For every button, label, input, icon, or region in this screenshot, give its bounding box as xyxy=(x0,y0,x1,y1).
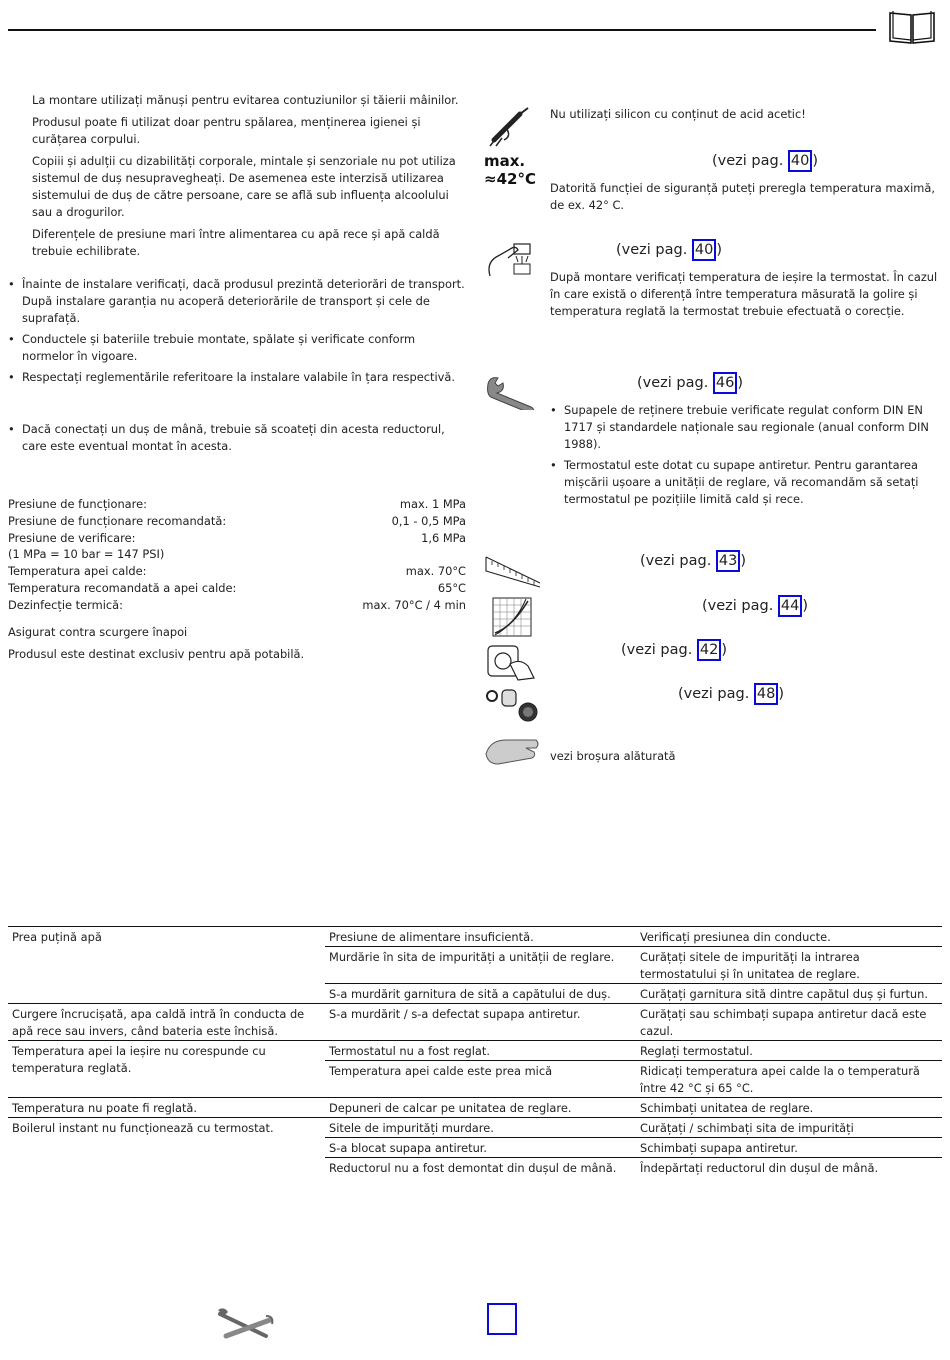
remedy-cell: Reglați termostatul. xyxy=(636,1041,942,1061)
table-row xyxy=(8,1098,942,1118)
spec-value: 65°C xyxy=(437,581,466,595)
remedy-cell: Curățați garnitura sită dintre capătul duș și furtun. xyxy=(636,984,942,1004)
cause-cell: S-a blocat supapa antiretur. xyxy=(325,1138,636,1158)
dimensions-ruler-icon xyxy=(484,553,542,589)
remedy-cell: Îndepărtați reductorul din dușul de mână. xyxy=(636,1158,942,1178)
cause-cell: Murdărie în sita de impurități a unității de reglare. xyxy=(325,947,636,984)
remedy-cell: Curățați sau schimbați supapa antiretur dacă este cazul. xyxy=(636,1004,942,1041)
header-rule xyxy=(8,29,876,31)
spec-value: max. 1 MPa xyxy=(399,497,466,511)
install-bullet: • Dacă conectați un duș de mână, trebuie să scoateți din acesta reductorul, care este eventual montat în acesta. xyxy=(8,421,466,455)
cause-cell: Temperatura apei calde este prea mică xyxy=(325,1061,636,1098)
safety-usage-text: Produsul poate fi utilizat doar pentru spălarea, menținerea igienei și curățarea corpului. xyxy=(32,115,421,146)
backflow-text: Asigurat contra scurgere înapoi xyxy=(8,625,188,639)
tools-icon xyxy=(216,1306,274,1346)
spec-label: Presiune de verificare: xyxy=(8,531,136,545)
spare-parts-icon xyxy=(484,684,542,724)
maintenance-section xyxy=(550,402,942,508)
calibration-text: După montare verificați temperatura de ieșire la termostat. În cazul în care există o diferență între temperatura măsurată la golire și temperatura reglată la termostat trebuie efectuată o corecție. xyxy=(550,270,938,318)
spec-row xyxy=(8,563,466,580)
safety-section xyxy=(32,92,468,260)
manual-book-icon xyxy=(888,9,936,45)
page-ref: (vezi pag. 43 ) xyxy=(640,550,746,572)
flow-diagram-icon xyxy=(492,597,532,637)
remedy-cell: Ridicați temperatura apei calde la o temperatură între 42 °C și 65 °C. xyxy=(636,1061,942,1098)
troubleshooting-table xyxy=(8,926,942,1177)
problem-cell: Boilerul instant nu funcționează cu termostat. xyxy=(8,1118,325,1178)
problem-cell: Temperatura apei la ieșire nu corespunde cu temperatura reglată. xyxy=(8,1041,325,1098)
max-temp-label: max. xyxy=(484,152,526,170)
table-row xyxy=(8,927,942,947)
page-ref: (vezi pag. 40 ) xyxy=(712,150,818,172)
spec-row xyxy=(8,513,466,530)
cause-cell: Sitele de impurități murdare. xyxy=(325,1118,636,1138)
table-row xyxy=(8,1004,942,1041)
spec-value: max. 70°C xyxy=(405,564,466,578)
safety-gloves-text: La montare utilizați mănuși pentru evitarea contuziunilor și tăierii mâinilor. xyxy=(32,93,459,107)
page-ref: (vezi pag. 44 ) xyxy=(702,595,808,617)
install-bullet: • Conductele și bateriile trebuie montate, spălate și verificate conform normelor în vigoare. xyxy=(8,331,466,365)
remedy-cell: Schimbați unitatea de reglare. xyxy=(636,1098,942,1118)
page-ref-link[interactable]: 40 xyxy=(788,150,812,172)
problem-cell: Curgere încrucișată, apa caldă intră în conducta de apă rece sau invers, când bateria este închisă. xyxy=(8,1004,325,1041)
spec-value: 1,6 MPa xyxy=(421,531,466,545)
thermometer-hand-icon xyxy=(486,240,536,280)
page-ref: (vezi pag. 40 ) xyxy=(616,239,722,261)
page-number-box xyxy=(487,1303,517,1335)
spec-value: 0,1 - 0,5 MPa xyxy=(391,514,466,528)
remedy-cell: Curățați sitele de impurități la intrarea termostatului și în unitatea de reglare. xyxy=(636,947,942,984)
wrench-icon xyxy=(484,374,542,410)
brochure-text: vezi broșura alăturată xyxy=(550,749,676,763)
spec-label: Temperatura recomandată a apei calde: xyxy=(8,581,237,595)
page-ref-link[interactable]: 44 xyxy=(778,595,802,617)
spec-label: Presiune de funcționare recomandată: xyxy=(8,514,227,528)
cause-cell: Reductorul nu a fost demontat din dușul de mână. xyxy=(325,1158,636,1178)
max-temp-icon xyxy=(484,153,544,189)
problem-cell: Temperatura nu poate fi reglată. xyxy=(8,1098,325,1118)
spec-row xyxy=(8,580,466,597)
potable-text: Produsul este destinat exclusiv pentru apă potabilă. xyxy=(8,647,305,661)
page-ref-link[interactable]: 46 xyxy=(713,372,737,394)
cause-cell: S-a murdărit / s-a defectat supapa antiretur. xyxy=(325,1004,636,1041)
install-bullet: • Înainte de instalare verificați, dacă produsul prezintă deteriorări de transport. După instalare garanția nu acoperă deteriorările de transport și cele de suprafață. xyxy=(8,276,466,327)
page-ref: (vezi pag. 42 ) xyxy=(621,639,727,661)
page-ref-link[interactable]: 48 xyxy=(754,683,778,705)
max-temp-value: ≈42°C xyxy=(484,170,536,188)
table-row xyxy=(8,1041,942,1061)
install-bullet: • Respectați reglementările referitoare la instalare valabile în țara respectivă. xyxy=(8,369,466,386)
page-ref: (vezi pag. 48 ) xyxy=(678,683,784,705)
spec-row xyxy=(8,530,466,547)
cause-cell: Termostatul nu a fost reglat. xyxy=(325,1041,636,1061)
spec-row xyxy=(8,546,466,563)
cause-cell: Presiune de alimentare insuficientă. xyxy=(325,927,636,947)
remedy-cell: Verificați presiunea din conducte. xyxy=(636,927,942,947)
page-ref: (vezi pag. 46 ) xyxy=(637,372,743,394)
spec-label: Temperatura apei calde: xyxy=(8,564,147,578)
maintenance-bullet: • Supapele de reținere trebuie verificate regulat conform DIN EN 1717 și standardele naționale sau regionale (anual conform DIN 1988). xyxy=(550,402,942,453)
page-ref-link[interactable]: 40 xyxy=(692,239,716,261)
spec-label: (1 MPa = 10 bar = 147 PSI) xyxy=(8,547,165,561)
silicone-gun-icon xyxy=(486,106,534,148)
spec-label: Dezinfecție termică: xyxy=(8,598,123,612)
silicone-warning: Nu utilizați silicon cu conținut de acid acetic! xyxy=(550,107,806,121)
handle-adjust-icon xyxy=(484,640,536,682)
hand-shower-section xyxy=(8,421,466,455)
page-ref-link[interactable]: 43 xyxy=(716,550,740,572)
cleaning-hand-icon xyxy=(484,734,542,768)
table-row xyxy=(8,1118,942,1138)
maintenance-bullet: • Termostatul este dotat cu supape antiretur. Pentru garantarea mișcării ușoare a unității de reglare, vă recomandăm să setați termostatul pe pozițiile limită cald și rece. xyxy=(550,457,942,508)
safety-function-text: Datorită funcției de siguranță puteți preregla temperatura maximă, de ex. 42° C. xyxy=(550,181,935,212)
spec-label: Presiune de funcționare: xyxy=(8,497,147,511)
remedy-cell: Curățați / schimbați sita de impurități xyxy=(636,1118,942,1138)
safety-pressure-text: Diferențele de presiune mari între alimentarea cu apă rece și apă caldă trebuie echilibrate. xyxy=(32,227,440,258)
install-section xyxy=(8,276,466,386)
spec-row xyxy=(8,496,466,513)
problem-cell: Prea puțină apă xyxy=(8,927,325,1004)
cause-cell: Depuneri de calcar pe unitatea de reglare. xyxy=(325,1098,636,1118)
page-ref-link[interactable]: 42 xyxy=(697,639,721,661)
spec-value: max. 70°C / 4 min xyxy=(362,598,466,612)
spec-row xyxy=(8,597,466,614)
remedy-cell: Schimbați supapa antiretur. xyxy=(636,1138,942,1158)
cause-cell: S-a murdărit garnitura de sită a capătului de duș. xyxy=(325,984,636,1004)
safety-supervision-text: Copiii și adulții cu dizabilități corporale, mintale și senzoriale nu pot utiliza sistemul de duș nesupravegheați. De asemenea este interzisă utilizarea sistemului de duș de către persoane, care se află sub influența alcoolului sau a drogurilor. xyxy=(32,154,456,219)
